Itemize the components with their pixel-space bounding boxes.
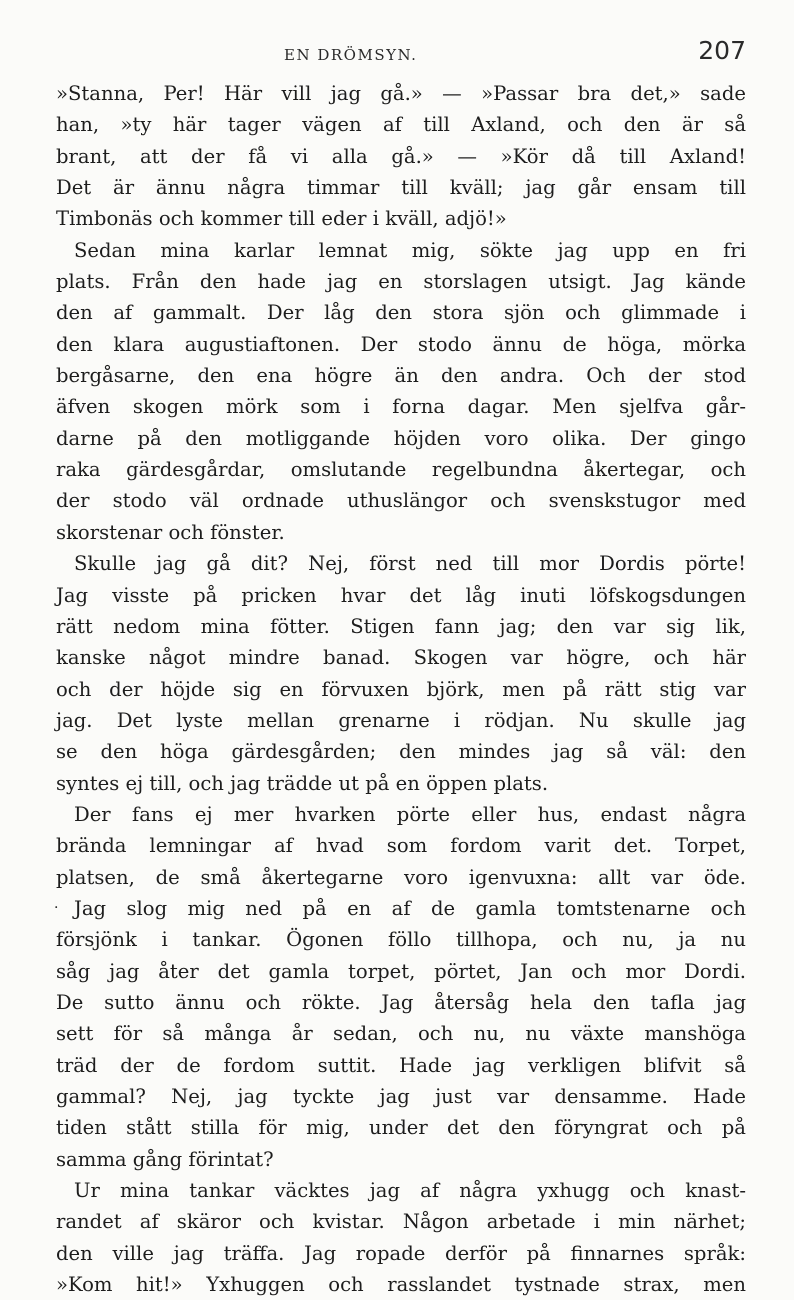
text-line-content: raka gärdesgårdar, omslutande regelbundna åkertegar, och xyxy=(56,458,746,482)
text-line xyxy=(56,1018,746,1049)
text-line xyxy=(56,203,746,234)
text-line xyxy=(56,78,746,109)
page-number: 207 xyxy=(698,36,746,65)
running-header xyxy=(56,34,746,74)
text-line xyxy=(56,485,746,516)
text-line-content: se den höga gärdesgården; den mindes jag så väl: den xyxy=(56,740,746,764)
text-line-content: den af gammalt. Der låg den stora sjön och glimmade i xyxy=(56,301,746,325)
text-line xyxy=(56,454,746,485)
text-line-content: Sedan mina karlar lemnat mig, sökte jag upp en fri xyxy=(74,238,746,262)
text-line-content: Jag slog mig ned på en af de gamla tomtstenarne och xyxy=(74,896,746,920)
text-line-content: och der höjde sig en förvuxen björk, men på rätt stig var xyxy=(56,677,746,701)
text-line xyxy=(56,1238,746,1269)
text-line-content: »Kom hit!» Yxhuggen och rasslandet tystnade strax, men xyxy=(56,1273,746,1297)
text-line-content: Timbonäs och kommer till eder i kväll, adjö!» xyxy=(56,207,507,231)
text-line-content: försjönk i tankar. Ögonen föllo tillhopa, och nu, ja nu xyxy=(56,928,746,952)
text-line xyxy=(56,360,746,391)
text-line-content: gammal? Nej, jag tyckte jag just var densamme. Hade xyxy=(56,1085,746,1108)
text-line xyxy=(56,705,746,736)
text-line-content: »Stanna, Per! Här vill jag gå.» — »Passar bra det,» sade xyxy=(56,82,746,105)
text-line xyxy=(56,266,746,297)
text-line-content: Der fans ej mer hvarken pörte eller hus, endast några xyxy=(74,802,746,826)
text-line xyxy=(56,768,746,799)
text-line-content: äfven skogen mörk som i forna dagar. Men sjelfva går- xyxy=(56,395,746,419)
text-line-content: Ur mina tankar väcktes jag af några yxhugg och knast- xyxy=(74,1179,746,1203)
text-line xyxy=(56,642,746,673)
text-line xyxy=(56,1175,746,1206)
text-line xyxy=(56,548,746,579)
text-line-content: plats. Från den hade jag en storslagen utsigt. Jag kände xyxy=(56,270,746,294)
text-line-content: randet af skäror och kvistar. Någon arbetade i min närhet; xyxy=(56,1210,746,1234)
text-line xyxy=(56,987,746,1018)
text-line xyxy=(56,956,746,987)
text-line-content: tiden stått stilla för mig, under det den föryngrat och på xyxy=(56,1116,746,1140)
text-line-content: jag. Det lyste mellan grenarne i rödjan. Nu skulle jag xyxy=(56,708,746,732)
text-line xyxy=(56,1112,746,1143)
text-line xyxy=(56,423,746,454)
text-line-content: platsen, de små åkertegarne voro igenvuxna: allt var öde. xyxy=(56,865,746,889)
text-line xyxy=(56,580,746,611)
text-line-content: rätt nedom mina fötter. Stigen fann jag; den var sig lik, xyxy=(56,614,746,638)
text-line xyxy=(56,109,746,140)
text-line xyxy=(56,799,746,830)
text-line-content: darne på den motliggande höjden voro olika. Der gingo xyxy=(56,426,746,450)
text-line-content: bergåsarne, den ena högre än den andra. Och der stod xyxy=(56,364,746,388)
text-line xyxy=(56,235,746,266)
text-line xyxy=(56,830,746,861)
text-line xyxy=(56,674,746,705)
text-line-content: den ville jag träffa. Jag ropade derför på finnarnes språk: xyxy=(56,1241,746,1265)
text-line xyxy=(56,172,746,203)
text-line xyxy=(56,862,746,893)
text-line-content: sett för så många år sedan, och nu, nu växte manshöga xyxy=(56,1022,746,1046)
text-line xyxy=(56,391,746,422)
text-line xyxy=(56,1081,746,1112)
text-line-content: syntes ej till, och jag trädde ut på en öppen plats. xyxy=(56,771,549,795)
text-line-content: han, »ty här tager vägen af till Axland, och den är så xyxy=(56,113,746,137)
text-line-content: Skulle jag gå dit? Nej, först ned till mor Dordis pörte! xyxy=(74,552,746,576)
text-line-content: samma gång förintat? xyxy=(56,1147,274,1171)
text-line xyxy=(56,611,746,642)
text-line-content: De sutto ännu och rökte. Jag återsåg hela den tafla jag xyxy=(56,990,746,1014)
text-line xyxy=(56,736,746,767)
text-line-content: brända lemningar af hvad som fordom varit det. Torpet, xyxy=(56,834,746,858)
text-line-content: der stodo väl ordnade uthuslängor och svenskstugor med xyxy=(56,489,746,513)
text-line xyxy=(56,329,746,360)
text-line-content: såg jag åter det gamla torpet, pörtet, Jan och mor Dordi. xyxy=(56,959,746,983)
text-line xyxy=(56,924,746,955)
text-line-content: brant, att der få vi alla gå.» — »Kör då till Axland! xyxy=(56,144,746,168)
text-line xyxy=(56,517,746,548)
text-line-content: Det är ännu några timmar till kväll; jag går ensam till xyxy=(56,176,746,200)
text-line-content: Jag visste på pricken hvar det låg inuti löfskogsdungen xyxy=(56,583,746,607)
text-line xyxy=(56,1144,746,1175)
text-line-content: träd der de fordom suttit. Hade jag verkligen blifvit så xyxy=(56,1053,746,1077)
text-line xyxy=(56,1206,746,1237)
text-line-content: skorstenar och fönster. xyxy=(56,520,285,544)
text-line xyxy=(56,893,746,924)
text-line xyxy=(56,1269,746,1300)
running-title: EN DRÖMSYN. xyxy=(284,46,418,64)
text-line xyxy=(56,141,746,172)
body-text xyxy=(56,78,746,1300)
margin-mark: · xyxy=(54,899,59,916)
text-line xyxy=(56,297,746,328)
text-line-content: kanske något mindre banad. Skogen var högre, och här xyxy=(56,646,746,670)
book-page xyxy=(56,34,746,1300)
text-line-content: den klara augustiaftonen. Der stodo ännu de höga, mörka xyxy=(56,332,746,356)
text-line xyxy=(56,1050,746,1081)
